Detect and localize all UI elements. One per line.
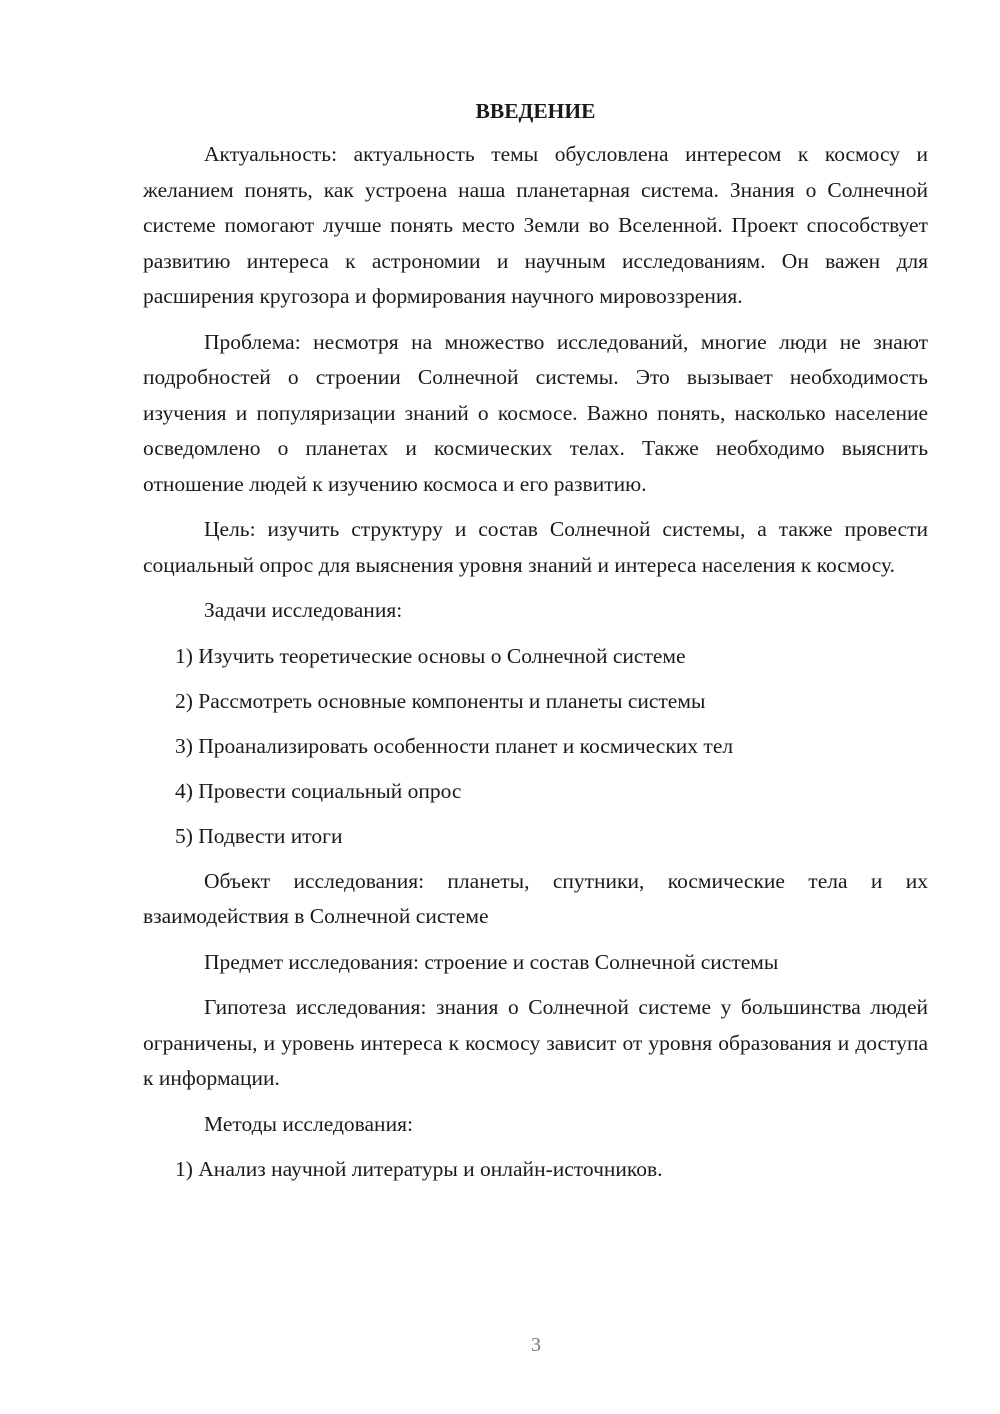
hypothesis-paragraph: Гипотеза исследования: знания о Солнечной системе у большинства людей ограничены, и уровень интереса к космосу зависит от уровня образования и доступа к информации. <box>143 995 928 1090</box>
methods-heading: Методы исследования: <box>204 1111 413 1136</box>
method-item: 1) Анализ научной литературы и онлайн-источников. <box>175 1157 663 1181</box>
document-title: ВВЕДЕНИЕ <box>475 99 596 123</box>
tasks-list <box>143 639 928 855</box>
task-item: 1) Изучить теоретические основы о Солнечной системе <box>175 643 686 668</box>
document-page <box>143 97 928 1197</box>
task-item: 4) Провести социальный опрос <box>175 778 462 803</box>
page-number: 3 <box>531 1334 541 1356</box>
task-item: 2) Рассмотреть основные компоненты и планеты системы <box>175 688 706 713</box>
task-item: 5) Подвести итоги <box>175 823 343 848</box>
subject-paragraph: Предмет исследования: строение и состав Солнечной системы <box>204 949 779 974</box>
object-paragraph: Объект исследования: планеты, спутники, космические тела и их взаимодействия в Солнечной системе <box>143 868 928 928</box>
goal-paragraph: Цель: изучить структуру и состав Солнечной системы, а также провести социальный опрос для выяснения уровня знаний и интереса населения к космосу. <box>143 517 928 577</box>
methods-list <box>143 1152 928 1188</box>
relevance-paragraph: Актуальность: актуальность темы обусловлена интересом к космосу и желанием понять, как устроена наша планетарная система. Знания о Солнечной системе помогают лучше понять место Земли во Вселенной. Проект способствует развитию интереса к астрономии и научным исследованиям. Он важен для расширения кругозора и формирования научного мировоззрения. <box>143 142 928 308</box>
problem-paragraph: Проблема: несмотря на множество исследований, многие люди не знают подробностей о строении Солнечной системы. Это вызывает необходимость изучения и популяризации знаний о космосе. Важно понять, насколько население осведомлено о планетах и космических телах. Также необходимо выяснить отношение людей к изучению космоса и его развитию. <box>143 329 928 496</box>
tasks-heading: Задачи исследования: <box>204 598 403 622</box>
task-item: 3) Проанализировать особенности планет и космических тел <box>175 733 734 758</box>
